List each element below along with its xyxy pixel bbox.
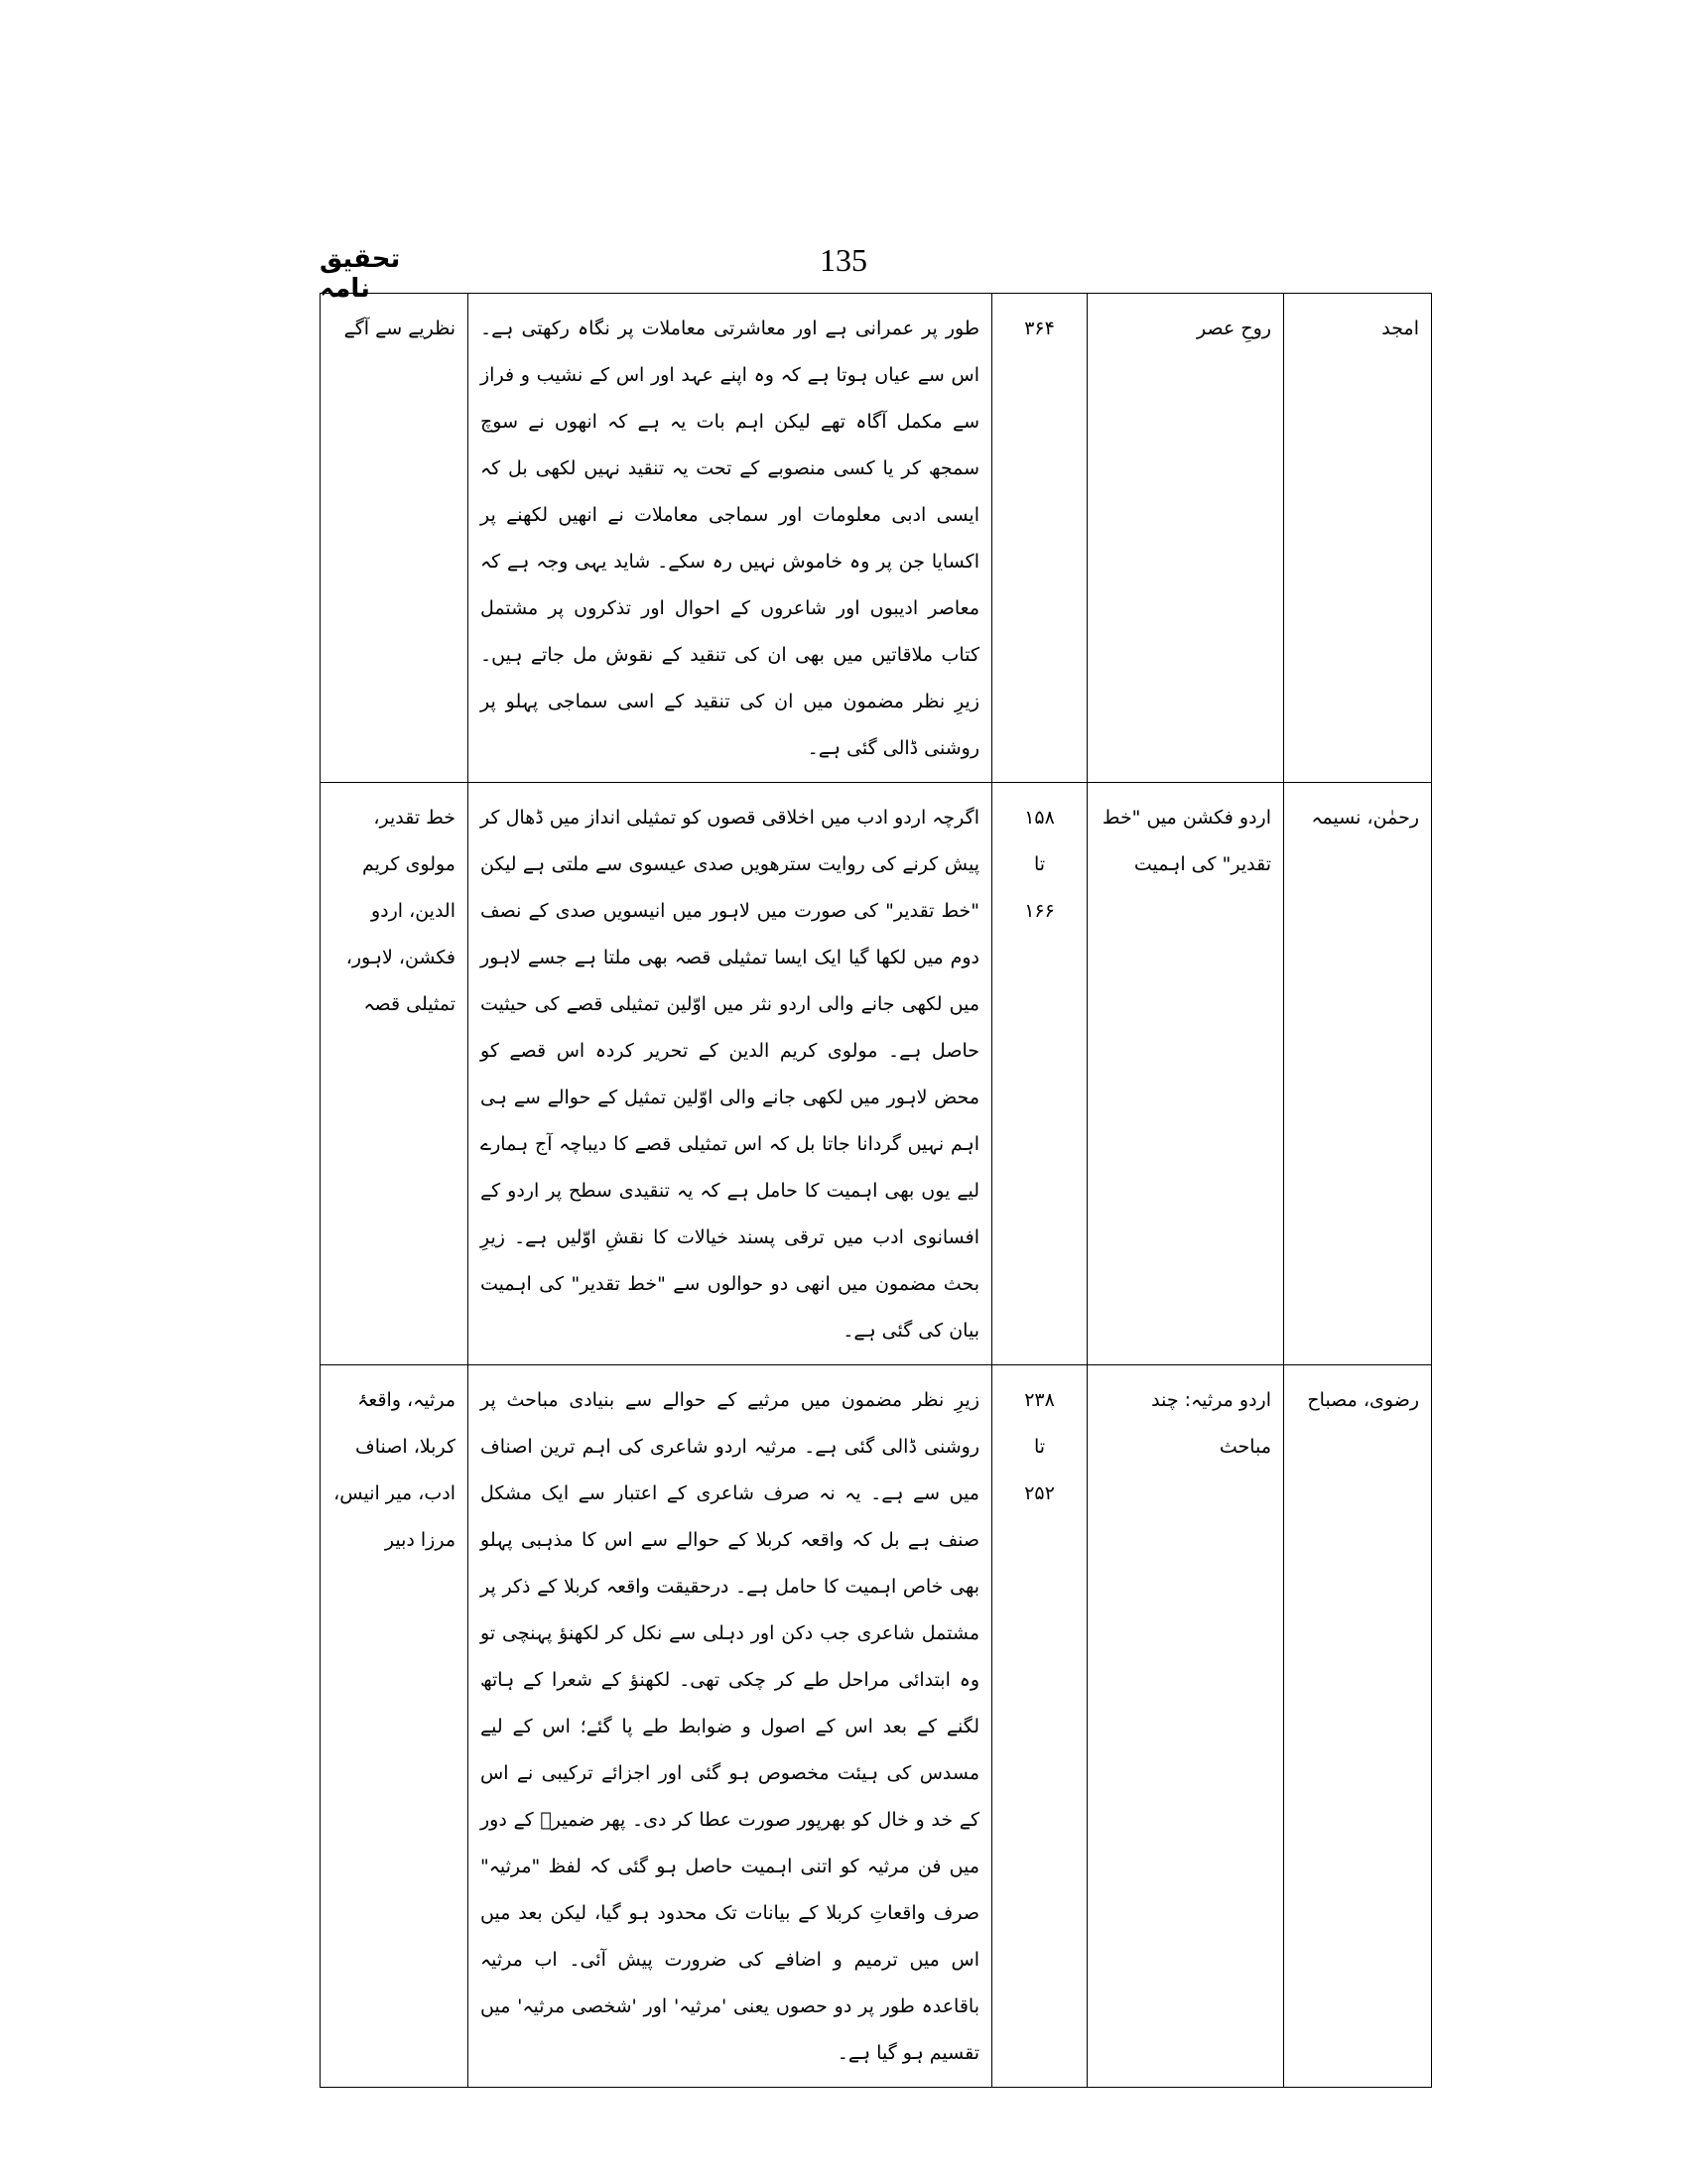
page-range-end: ۱۶۶ (1024, 900, 1055, 922)
table-row (321, 783, 1432, 1365)
title-cell: اردو مرثیہ: چند مباحث (1088, 1365, 1284, 2088)
author-cell: رحمٰن، نسیمہ (1284, 783, 1432, 1365)
keywords-cell: مرثیہ، واقعۂ کربلا، اصناف ادب، میر انیس، مرزا دبیر (321, 1365, 468, 2088)
keywords-cell: خط تقدیر، مولوی کریم الدین، اردو فکشن، لاہور، تمثیلی قصہ (321, 783, 468, 1365)
keywords-cell: نظریے سے آگے (321, 294, 468, 783)
summary-cell: زیرِ نظر مضمون میں مرثیے کے حوالے سے بنیادی مباحث پر روشنی ڈالی گئی ہے۔ مرثیہ اردو شاعری کی اہم ترین اصناف میں سے ہے۔ یہ نہ صرف شاعری کے اعتبار سے ایک مشکل صنف ہے بل کہ واقعہ کربلا کے حوالے سے اس کا مذہبی پہلو بھی خاص اہمیت کا حامل ہے۔ درحقیقت واقعہ کربلا کے ذکر پر مشتمل شاعری جب دکن اور دہلی سے نکل کر لکھنؤ پہنچی تو وہ ابتدائی مراحل طے کر چکی تھی۔ لکھنؤ کے شعرا کے ہاتھ لگنے کے بعد اس کے اصول و ضوابط طے پا گئے؛ اس کے لیے مسدس کی ہیئت مخصوص ہو گئی اور اجزائے ترکیبی نے اس کے خد و خال کو بھرپور صورت عطا کر دی۔ پھر ضمیرؔ کے دور میں فن مرثیہ کو اتنی اہمیت حاصل ہو گئی کہ لفظ "مرثیہ" صرف واقعاتِ کربلا کے بیانات تک محدود ہو گیا، لیکن بعد میں اس میں ترمیم و اضافے کی ضرورت پیش آئی۔ اب مرثیہ باقاعدہ طور پر دو حصوں یعنی 'مرثیہ' اور 'شخصی مرثیہ' میں تقسیم ہو گیا ہے۔ (468, 1365, 992, 2088)
page-range-separator: تا (1033, 1436, 1046, 1458)
author-cell: رضوی، مصباح (1284, 1365, 1432, 2088)
author-cell: امجد (1284, 294, 1432, 783)
title-cell: روحِ عصر (1088, 294, 1284, 783)
table-row (321, 294, 1432, 783)
pages-cell (992, 783, 1088, 1365)
page-range-start: ۲۳۸ (1024, 1389, 1055, 1411)
pages-cell (992, 294, 1088, 783)
summary-cell: طور پر عمرانی ہے اور معاشرتی معاملات پر نگاہ رکھتی ہے۔ اس سے عیاں ہوتا ہے کہ وہ اپنے عہد اور اس کے نشیب و فراز سے مکمل آگاہ تھے لیکن اہم بات یہ ہے کہ انھوں نے سوچ سمجھ کر یا کسی منصوبے کے تحت یہ تنقید نہیں لکھی بل کہ ایسی ادبی معلومات اور سماجی معاملات نے انھیں لکھنے پر اکسایا جن پر وہ خاموش نہیں رہ سکے۔ شاید یہی وجہ ہے کہ معاصر ادیبوں اور شاعروں کے احوال اور تذکروں پر مشتمل کتاب ملاقاتیں میں بھی ان کی تنقید کے نقوش مل جاتے ہیں۔ زیرِ نظر مضمون میں ان کی تنقید کے اسی سماجی پہلو پر روشنی ڈالی گئی ہے۔ (468, 294, 992, 783)
page-range-end: ۲۵۲ (1024, 1482, 1055, 1504)
title-cell: اردو فکشن میں "خط تقدیر" کی اہمیت (1088, 783, 1284, 1365)
pages-cell (992, 1365, 1088, 2088)
page-range-separator: تا (1033, 853, 1046, 875)
journal-name: تحقیق نامہ (320, 244, 401, 304)
page-range-start: ۱۵۸ (1024, 807, 1055, 829)
page-range-start: ۳۶۴ (1024, 318, 1055, 339)
index-table (320, 293, 1432, 2088)
table-row (321, 1365, 1432, 2088)
summary-cell: اگرچہ اردو ادب میں اخلاقی قصوں کو تمثیلی انداز میں ڈھال کر پیش کرنے کی روایت سترھویں صدی عیسوی سے ملتی ہے لیکن "خط تقدیر" کی صورت میں لاہور میں انیسویں صدی کے نصف دوم میں لکھا گیا ایک ایسا تمثیلی قصہ بھی ملتا ہے جسے لاہور میں لکھی جانے والی اردو نثر میں اوّلین تمثیلی قصے کی حیثیت حاصل ہے۔ مولوی کریم الدین کے تحریر کردہ اس قصے کو محض لاہور میں لکھی جانے والی اوّلین تمثیل کے حوالے سے ہی اہم نہیں گردانا جاتا بل کہ اس تمثیلی قصے کا دیباچہ آج ہمارے لیے یوں بھی اہمیت کا حامل ہے کہ یہ تنقیدی سطح پر اردو کے افسانوی ادب میں ترقی پسند خیالات کا نقشِ اوّلیں ہے۔ زیرِ بحث مضمون میں انھی دو حوالوں سے "خط تقدیر" کی اہمیت بیان کی گئی ہے۔ (468, 783, 992, 1365)
page-number: 135 (820, 242, 867, 278)
